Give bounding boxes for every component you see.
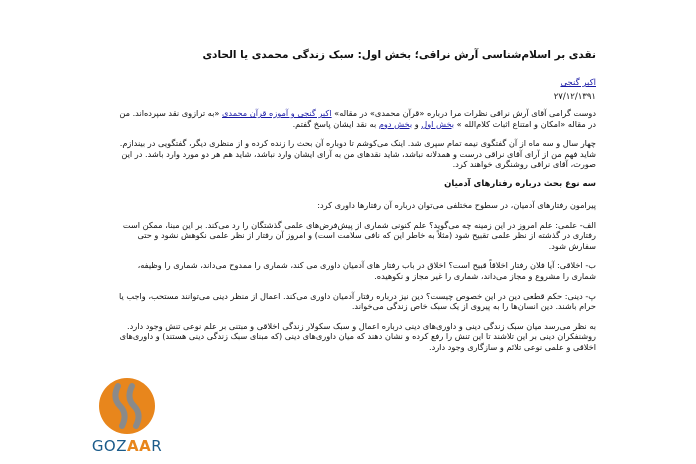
article-date: ۲۷/۱۲/۱۳۹۱ bbox=[553, 92, 596, 102]
article bbox=[118, 48, 596, 362]
paragraph: الف- علمی: علم امروز در این زمینه چه می‌گوید؟ علم کنونی شماری از پیش‌فرض‌های علمی گذشتگان را رد می‌کند. بر این مبنا، ممکن است رفتاری در گذشته از نظر علمی تقبیح شود (مثلاً به خاطر این که نافی سلامت است) و امروز آن رفتار از نظر علمی نکوهش نشود و حتی سفارش شود. bbox=[122, 219, 596, 251]
link-part-two[interactable]: بخش دوم bbox=[378, 118, 413, 129]
gozaar-logo-text: GOZAAR bbox=[91, 437, 163, 455]
paragraph: پیرامون رفتارهای آدمیان، در سطوح مختلفی می‌توان درباره آن رفتارها داوری کرد: bbox=[317, 199, 596, 210]
link-ganji-quran[interactable]: اکبر گنجی و آموزه قرآن محمدی bbox=[222, 108, 332, 118]
intro-text-4: به نقد ایشان پاسخ گفتم. bbox=[292, 118, 379, 129]
section-heading: سه نوع بحث درباره رفتارهای آدمیان bbox=[444, 178, 596, 189]
intro-text-3: و bbox=[412, 118, 422, 129]
paragraph: ب- اخلاقی: آیا فلان رفتار اخلاقاً قبیح است؟ اخلاق در باب رفتار های آدمیان داوری می کند، شماری را ممدوح می‌داند، شماری را وظیفه، شماری را مشروع و مجاز می‌داند، شماری را غیر مجاز و نکوهیده. bbox=[137, 260, 596, 281]
paragraph: به نظر می‌رسد میان سبک زندگی دینی و داوری‌های دینی درباره اعمال و سبک سکولار زندگی اخلاقی و مبتنی بر علم نوعی تنش وجود دارد. روشنفکران دینی بر این تلاشند تا این تنش را رفع کرده و نشان دهند که میان داوری‌های دینی (که مبنای سبک زندگی دینی هستند) و داوری‌های اخلاقی و علمی نوعی تلائم و سازگاری وجود دارد. bbox=[119, 320, 596, 352]
link-part-one[interactable]: بخش اول bbox=[421, 118, 455, 129]
intro-text-1: دوست گرامی آقای آرش نراقی نظرات مرا درباره «قرآن محمدی» در مقاله» bbox=[331, 108, 596, 118]
paragraph: چهار سال و سه ماه از آن گفتگوی نیمه تمام سپری شد. اینک می‌کوشم تا دوباره آن بحث را زنده کرده و از منظری دیگر، گفتگویی در بیندازم. شاید فهم من از آرای آقای نراقی درست و همدلانه نباشد، شاید نقدهای من به آرای ایشان وارد نباشد، شاید هم هر دو مورد وارد باشد. در این صورت، آقای نراقی روشنگری خواهند کرد. bbox=[119, 138, 596, 170]
author-link[interactable]: اکبر گنجی bbox=[560, 78, 596, 88]
article-title: نقدی بر اسلام‌شناسی آرش نراقی؛ بخش اول: سبک زندگی محمدی یا الحادی bbox=[202, 49, 596, 61]
intro-paragraph bbox=[118, 108, 596, 129]
intro-text-2: «به ترازوی نقد سپرده‌اند. من در مقاله «امکان و امتناع اثبات کلام‌الله » bbox=[119, 108, 596, 129]
paragraph: پ- دینی: حکم قطعی دین در این خصوص چیست؟ دین نیز درباره رفتار آدمیان داوری می‌کند. اعمال از منظر دینی می‌توانند مستحب، واجب یا حرام باشند. دین انسان‌ها را به پیروی از یک سبک خاص زندگی می‌خواند. bbox=[119, 290, 596, 312]
